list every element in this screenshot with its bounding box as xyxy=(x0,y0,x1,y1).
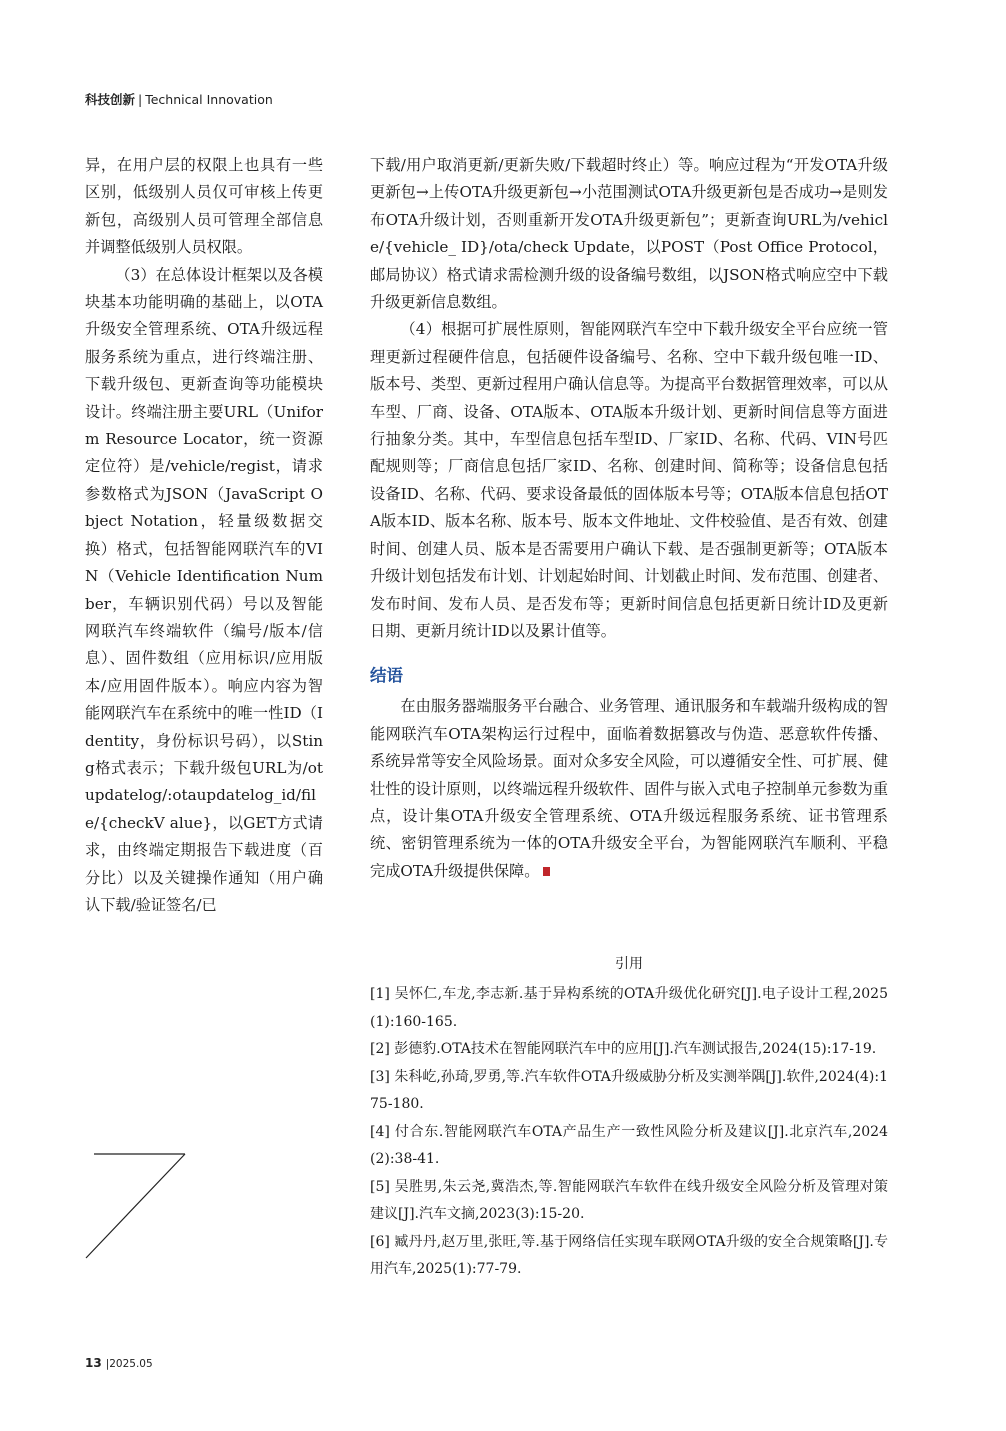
header-section-cn: 科技创新 xyxy=(85,92,136,107)
header-section-en: Technical Innovation xyxy=(145,92,273,107)
issue-date: |2025.05 xyxy=(105,1358,153,1370)
left-column xyxy=(85,152,323,919)
right-paragraph-1: 下载/用户取消更新/更新失败/下载超时终止）等。响应过程为“开发OTA升级更新包→上传OTA升级更新包→小范围测试OTA升级更新包是否成功→是则发布OTA升级计划，否则重新开发OTA升级更新包”；更新查询URL为/vehicle/{vehicle_ ID}/ota/check Update，以POST（Post Office Protocol，邮局协议）格式请求需检测升级的设备编号数组，以JSON格式响应空中下载升级更新信息数组。 xyxy=(370,156,888,312)
reference-item: [2] 彭德豹.OTA技术在智能网联汽车中的应用[J].汽车测试报告,2024(15):17-19. xyxy=(370,1041,877,1057)
corner-arrow-decoration-icon xyxy=(84,1152,188,1260)
conclusion-text: 在由服务器端服务平台融合、业务管理、通讯服务和车载端升级构成的智能网联汽车OTA架构运行过程中，面临着数据篡改与伪造、恶意软件传播、系统异常等安全风险场景。面对众多安全风险，可以遵循安全性、可扩展、健壮性的设计原则，以终端远程升级软件、固件与嵌入式电子控制单元参数为重点，设计集OTA升级安全管理系统、OTA升级远程服务系统、证书管理系统、密钥管理系统为一体的OTA升级安全平台，为智能网联汽车顺利、平稳完成OTA升级提供保障。 xyxy=(370,697,888,880)
references-section xyxy=(370,953,888,1284)
conclusion-heading: 结语 xyxy=(370,666,403,686)
references-heading: 引用 xyxy=(615,956,643,972)
reference-item: [5] 吴胜男,朱云尧,冀浩杰,等.智能网联汽车软件在线升级安全风险分析及管理对策建议[J].汽车文摘,2023(3):15-20. xyxy=(370,1178,888,1222)
page-number: 13 xyxy=(85,1356,102,1370)
conclusion-paragraph xyxy=(370,693,888,885)
reference-item: [1] 吴怀仁,车龙,李志新.基于异构系统的OTA升级优化研究[J].电子设计工程,2025(1):160-165. xyxy=(370,986,888,1030)
header-divider: | xyxy=(138,92,143,107)
right-paragraph-2: （4）根据可扩展性原则，智能网联汽车空中下载升级安全平台应统一管理更新过程硬件信息，包括硬件设备编号、名称、空中下载升级包唯一ID、版本号、类型、更新过程用户确认信息等。为提高平台数据管理效率，可以从车型、厂商、设备、OTA版本、OTA版本升级计划、更新时间信息等方面进行抽象分类。其中，车型信息包括车型ID、厂家ID、名称、代码、VIN号匹配规则等；厂商信息包括厂家ID、名称、创建时间、简称等；设备信息包括设备ID、名称、代码、要求设备最低的固体版本号等；OTA版本信息包括OTA版本ID、版本名称、版本号、版本文件地址、文件校验值、是否有效、创建时间、创建人员、版本是否需要用户确认下载、是否强制更新等；OTA版本升级计划包括发布计划、计划起始时间、计划截止时间、发布范围、创建者、发布时间、发布人员、是否发布等；更新时间信息包括更新日统计ID及更新日期、更新月统计ID以及累计值等。 xyxy=(370,320,888,640)
page-footer xyxy=(85,1356,153,1370)
reference-item: [6] 臧丹丹,赵万里,张旺,等.基于网络信任实现车联网OTA升级的安全合规策略[J].专用汽车,2025(1):77-79. xyxy=(370,1233,888,1277)
left-paragraph-1: 异，在用户层的权限上也具有一些区别，低级别人员仅可审核上传更新包，高级别人员可管理全部信息并调整低级别人员权限。 xyxy=(85,156,323,257)
left-paragraph-2: （3）在总体设计框架以及各模块基本功能明确的基础上，以OTA升级安全管理系统、OTA升级远程服务系统为重点，进行终端注册、下载升级包、更新查询等功能模块设计。终端注册主要URL（Uniform Resource Locator，统一资源定位符）是/vehicle/regist，请求参数格式为JSON（JavaScript Object Notation，轻量级数据交换）格式，包括智能网联汽车的VIN（Vehicle Identification Number，车辆识别代码）号以及智能网联汽车终端软件（编号/版本/信息）、固件数组（应用标识/应用版本/应用固件版本）。响应内容为智能网联汽车在系统中的唯一性ID（Identity，身份标识号码），以Sting格式表示；下载升级包URL为/otupdatelog/:otaupdatelog_id/file/{checkV alue}，以GET方式请求，由终端定期报告下载进度（百分比）以及关键操作通知（用户确认下载/验证签名/已 xyxy=(85,265,323,914)
running-header xyxy=(85,90,273,108)
right-column xyxy=(370,152,888,885)
reference-item: [3] 朱科屹,孙琦,罗勇,等.汽车软件OTA升级威胁分析及实测举隅[J].软件,2024(4):175-180. xyxy=(370,1068,888,1112)
end-of-article-icon xyxy=(543,867,550,876)
reference-item: [4] 付合东.智能网联汽车OTA产品生产一致性风险分析及建议[J].北京汽车,2024(2):38-41. xyxy=(370,1123,888,1167)
